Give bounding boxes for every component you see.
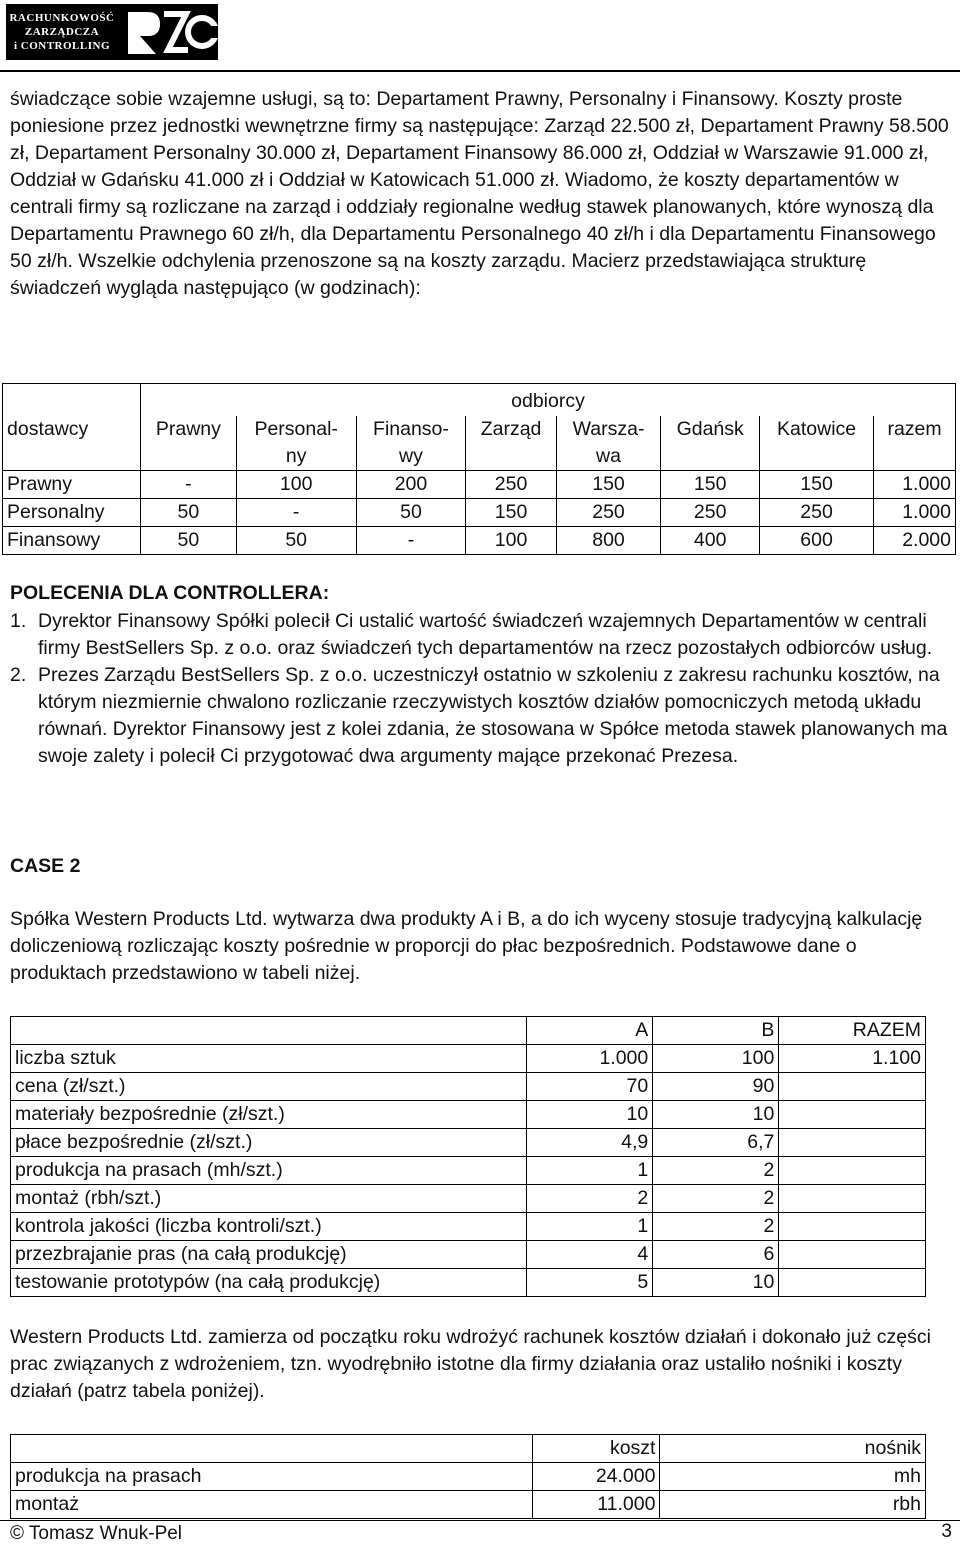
table-cell: 1.000 [526,1045,653,1073]
list-item [10,662,950,770]
list-item-text: Prezes Zarządu BestSellers Sp. z o.o. uczestniczył ostatnio w szkoleniu z zakresu rachunku kosztów, na którym niezmiernie chwalono rozliczanie rzeczywistych kosztów działów pomocniczych metodą układu równań. Dyrektor Finansowy jest z kolei zdania, że stosowana w Spółce metoda stawek planowanych ma swoje zalety i polecił Ci przygotować dwa argumenty mające przekonać Prezesa. [38,664,948,767]
column-header: nośnik [660,1435,926,1463]
column-header: koszt [532,1435,660,1463]
suppliers-header: dostawcy [3,416,141,471]
page-number: 3 [941,1521,952,1542]
table-header-row [3,416,956,471]
table-row [11,1269,926,1297]
column-header [356,416,466,471]
table-cell: 200 [356,471,466,499]
table-cell: 2 [653,1157,779,1185]
table-cell: 70 [526,1073,653,1101]
table-row [11,1129,926,1157]
footer-author: © Tomasz Wnuk-Pel [10,1523,183,1544]
recipients-group-header: odbiorcy [140,384,955,417]
products-table [10,1016,926,1297]
column-header [11,1435,533,1463]
table-cell: 6,7 [653,1129,779,1157]
table-row [3,471,956,499]
table-row [11,1463,926,1491]
row-label: liczba sztuk [11,1045,527,1073]
table-cell: 50 [140,527,236,555]
table-cell: 100 [653,1045,779,1073]
table-cell: 50 [140,499,236,527]
table-cell: 11.000 [532,1491,660,1519]
activities-table [10,1434,926,1519]
table-cell: 150 [661,471,760,499]
table-cell: 1.000 [874,499,956,527]
row-label: przezbrajanie pras (na całą produkcję) [11,1241,527,1269]
table-cell [779,1241,926,1269]
list-item [10,608,950,662]
case-heading: CASE 2 [10,855,81,877]
row-label: montaż (rbh/szt.) [11,1185,527,1213]
table-cell: 150 [760,471,874,499]
table-cell: 50 [236,527,356,555]
table-cell: 2 [653,1213,779,1241]
table-cell: 2 [653,1185,779,1213]
table-row [11,1157,926,1185]
table-cell: - [140,471,236,499]
table-cell [779,1101,926,1129]
table-cell: 10 [526,1101,653,1129]
intro-paragraph: świadczące sobie wzajemne usługi, są to: Departament Prawny, Personalny i Finansowy. Koszty proste poniesione przez jednostki wewnętrzne firmy są następujące: Zarząd 22.500 zł, Departament Prawny 58.500 zł, Departament Personalny 30.000 zł, Departament Finansowy 86.000 zł, Oddział w Warszawie 91.000 zł, Oddział w Gdańsku 41.000 zł i Oddział w Katowicach 51.000 zł. Wiadomo, że koszty departamentów w centrali firmy są rozliczane na zarząd i oddziały regionalne według stawek planowanych, które wynoszą dla Departamentu Prawnego 60 zł/h, dla Departamentu Personalnego 40 zł/h i dla Departamentu Finansowego 50 zł/h. Wszelkie odchylenia przenoszone są na koszty zarządu. Macierz przedstawiająca strukturę świadczeń wygląda następująco (w godzinach): [10,88,949,299]
table-cell [779,1185,926,1213]
table-cell: 600 [760,527,874,555]
table-cell: 250 [466,471,556,499]
row-label: płace bezpośrednie (zł/szt.) [11,1129,527,1157]
row-label: cena (zł/szt.) [11,1073,527,1101]
column-header: A [526,1017,653,1045]
table-cell: 100 [466,527,556,555]
header-divider [0,70,960,72]
column-header-label: razem [887,418,942,440]
column-header [661,416,760,471]
recommendations-heading: POLECENIA DLA CONTROLLERA: [10,582,330,604]
services-matrix-table [2,383,956,555]
column-header-label: Warsza- wa [572,418,645,467]
table-cell: - [236,499,356,527]
table-cell: 4 [526,1241,653,1269]
logo-wordmark [6,4,118,60]
table-row [11,1213,926,1241]
column-header [556,416,661,471]
table-cell: 2 [526,1185,653,1213]
table-cell: mh [660,1463,926,1491]
column-header [874,416,956,471]
column-header [11,1017,527,1045]
row-label: testowanie prototypów (na całą produkcję) [11,1269,527,1297]
column-header-label: Personal- ny [254,418,338,467]
table-cell: 50 [356,499,466,527]
table-cell: - [356,527,466,555]
row-label: produkcja na prasach [11,1463,533,1491]
table-row [3,499,956,527]
table-cell [779,1157,926,1185]
column-header [466,416,556,471]
table-cell: 1 [526,1213,653,1241]
publisher-logo [6,4,218,60]
column-header: B [653,1017,779,1045]
table-row [11,1045,926,1073]
table-corner-top [3,384,141,417]
table-cell: 2.000 [874,527,956,555]
table-header-row [3,384,956,417]
row-label: kontrola jakości (liczba kontroli/szt.) [11,1213,527,1241]
table-header-row [11,1435,926,1463]
table-cell: 10 [653,1269,779,1297]
table-cell: 24.000 [532,1463,660,1491]
logo-line-3: i CONTROLLING [13,40,111,52]
table-cell: 250 [760,499,874,527]
table-cell: 1.100 [779,1045,926,1073]
column-header [760,416,874,471]
row-label: materiały bezpośrednie (zł/szt.) [11,1101,527,1129]
row-label: Personalny [3,499,141,527]
list-item-text: Dyrektor Finansowy Spółki polecił Ci ustalić wartość świadczeń wzajemnych Departamentów w centrali firmy BestSellers Sp. z o.o. oraz świadczeń tych departamentów na rzecz pozostałych odbiorców usług. [38,610,933,659]
footer-divider [0,1520,960,1521]
column-header [140,416,236,471]
list-item-number: 1. [10,610,27,632]
column-header-label: Prawny [155,418,221,440]
column-header: RAZEM [779,1017,926,1045]
table-header-row [11,1017,926,1045]
table-cell [779,1129,926,1157]
column-header-label: Zarząd [480,418,542,440]
table-cell: 1 [526,1157,653,1185]
table-cell: 4,9 [526,1129,653,1157]
table-cell: 6 [653,1241,779,1269]
table-cell: 90 [653,1073,779,1101]
column-header [236,416,356,471]
column-header-label: Katowice [777,418,857,440]
table-cell: 1.000 [874,471,956,499]
table-cell: 100 [236,471,356,499]
table-cell: 10 [653,1101,779,1129]
table-row [3,527,956,555]
abc-paragraph: Western Products Ltd. zamierza od początku roku wdrożyć rachunek kosztów działań i dokonało już części prac związanych z wdrożeniem, tzn. wyodrębniło istotne dla firmy działania oraz ustaliło nośniki i koszty działań (patrz tabela poniżej). [10,1326,931,1402]
table-row [11,1241,926,1269]
table-row [11,1073,926,1101]
row-label: Finansowy [3,527,141,555]
column-header-label: Finanso- wy [373,418,449,467]
table-row [11,1185,926,1213]
list-item-number: 2. [10,664,27,686]
table-cell: rbh [660,1491,926,1519]
table-cell: 400 [661,527,760,555]
table-cell [779,1213,926,1241]
row-label: produkcja na prasach (mh/szt.) [11,1157,527,1185]
column-header-label: Gdańsk [676,418,744,440]
logo-line-1: RACHUNKOWOŚĆ [9,12,115,24]
table-cell: 250 [661,499,760,527]
table-cell: 150 [466,499,556,527]
table-cell: 5 [526,1269,653,1297]
recommendations-list [10,608,950,770]
table-cell: 800 [556,527,661,555]
page-header [0,0,960,80]
row-label: montaż [11,1491,533,1519]
table-cell [779,1073,926,1101]
table-cell: 150 [556,471,661,499]
logo-line-2: ZARZĄDCZA [24,26,100,38]
table-cell: 250 [556,499,661,527]
table-cell [779,1269,926,1297]
table-row [11,1101,926,1129]
logo-emblem-icon [118,4,218,60]
row-label: Prawny [3,471,141,499]
table-row [11,1491,926,1519]
case-paragraph: Spółka Western Products Ltd. wytwarza dwa produkty A i B, a do ich wyceny stosuje tradycyjną kalkulację doliczeniową rozliczając koszty pośrednie w proporcji do płac bezpośrednich. Podstawowe dane o produktach przedstawiono w tabeli niżej. [10,908,923,984]
